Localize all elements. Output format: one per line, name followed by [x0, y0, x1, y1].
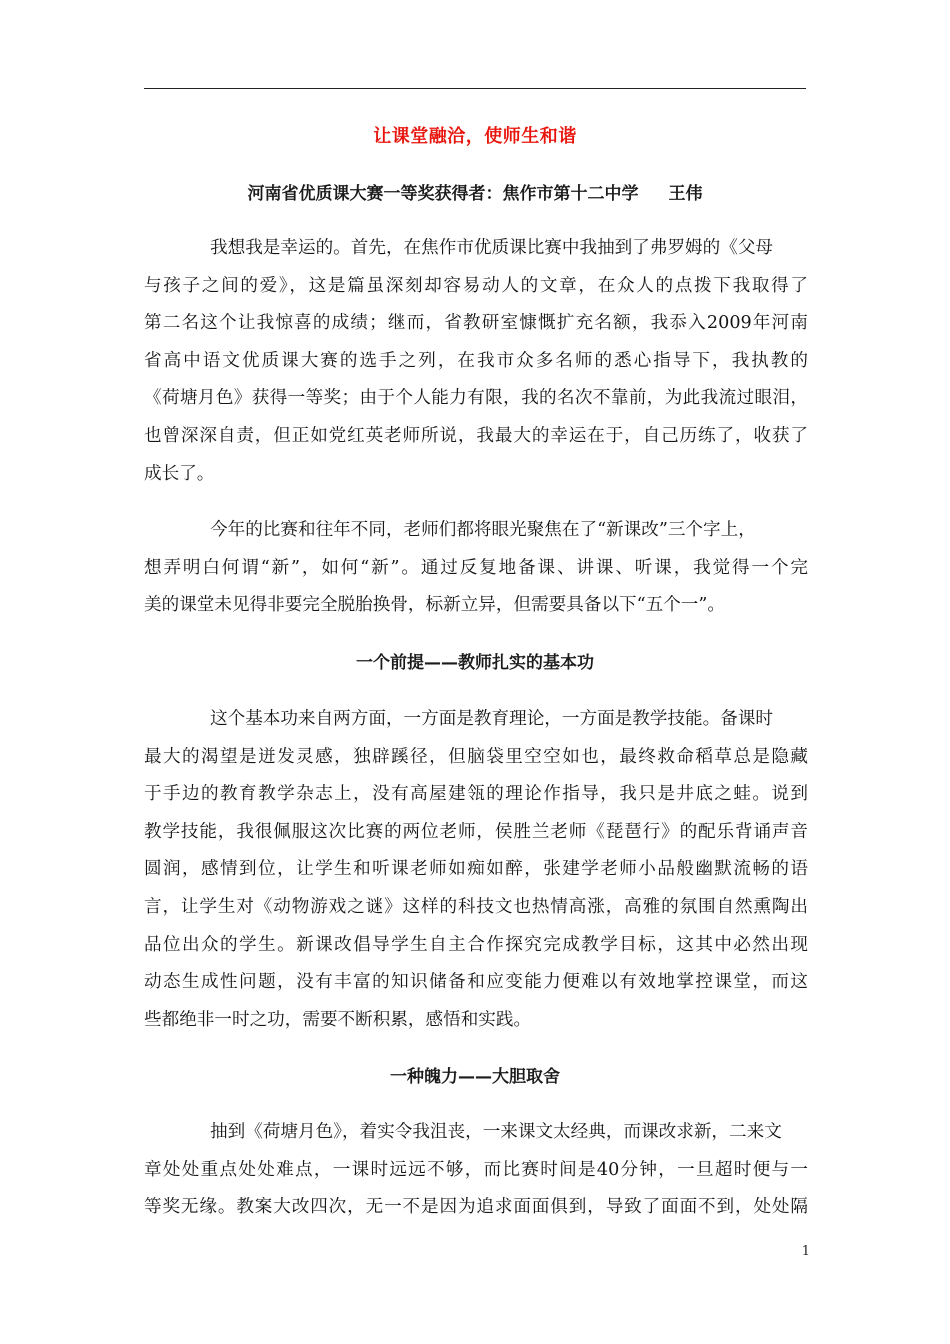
text-line: 抽到《荷塘月色》，着实令我沮丧，一来课文太经典，而课改求新，二来文 — [210, 1122, 782, 1142]
award-text: 河南省优质课大赛一等奖获得者：焦作市第十二中学 — [247, 184, 639, 204]
paragraph-1 — [144, 230, 808, 493]
text-line: 也曾深深自责，但正如党红英老师所说，我最大的幸运在于，自己历练了，收获了 — [144, 425, 808, 446]
text-line: 美的课堂未见得非要完全脱胎换骨，标新立异，但需要具备以下“五个一”。 — [144, 595, 725, 616]
text-line: 言，让学生对《动物游戏之谜》这样的科技文也热情高涨，高雅的氛围自然熏陶出 — [144, 896, 808, 917]
header-rule — [144, 88, 806, 89]
text-line: 于手边的教育教学杂志上，没有高屋建瓴的理论作指导，我只是井底之蛙。说到 — [144, 784, 808, 805]
text-line: 教学技能，我很佩服这次比赛的两位老师，侯胜兰老师《琵琶行》的配乐背诵声音 — [144, 821, 808, 842]
text-line: 等奖无缘。教案大改四次，无一不是因为追求面面俱到，导致了面面不到，处处隔 — [144, 1197, 808, 1218]
paragraph-2 — [144, 512, 808, 625]
text-line: 动态生成性问题，没有丰富的知识储备和应变能力便难以有效地掌控课堂，而这 — [144, 972, 808, 993]
text-line: 与孩子之间的爱》，这是篇虽深刻却容易动人的文章，在众人的点拨下我取得了 — [144, 275, 808, 296]
page-title: 让课堂融洽，使师生和谐 — [373, 126, 577, 147]
text-line: 最大的渴望是迸发灵感，独辟蹊径，但脑袋里空空如也，最终救命稻草总是隐藏 — [144, 746, 808, 767]
text-line: 第二名这个让我惊喜的成绩；继而，省教研室慷慨扩充名额，我忝入2009年河南 — [144, 313, 808, 334]
text-line: 想弄明白何谓“新”，如何“新”。通过反复地备课、讲课、听课，我觉得一个完 — [144, 557, 808, 578]
page-number: 1 — [801, 1244, 810, 1259]
text-line: 些都绝非一时之功，需要不断积累，感悟和实践。 — [144, 1009, 532, 1030]
text-line: 章处处重点处处难点，一课时远远不够，而比赛时间是40分钟，一旦超时便与一 — [144, 1159, 808, 1180]
text-line: 圆润，感情到位，让学生和听课老师如痴如醉，张建学老师小品般幽默流畅的语 — [144, 859, 808, 880]
section-heading-1: 一个前提——教师扎实的基本功 — [356, 653, 594, 673]
paragraph-4 — [144, 1114, 808, 1227]
text-line: 我想我是幸运的。首先，在焦作市优质课比赛中我抽到了弗罗姆的《父母 — [210, 238, 774, 258]
text-line: 品位出众的学生。新课改倡导学生自主合作探究完成教学目标，这其中必然出现 — [144, 934, 808, 955]
text-line: 这个基本功来自两方面，一方面是教育理论，一方面是教学技能。备课时 — [210, 709, 774, 729]
section-heading-2: 一种魄力——大胆取舍 — [390, 1067, 560, 1087]
text-line: 省高中语文优质课大赛的选手之列，在我市众多名师的悉心指导下，我执教的 — [144, 350, 808, 371]
author-line — [144, 181, 806, 207]
text-line: 成长了。 — [144, 463, 215, 484]
text-line: 《荷塘月色》获得一等奖；由于个人能力有限，我的名次不靠前，为此我流过眼泪， — [144, 388, 808, 409]
author-name: 王伟 — [668, 184, 703, 204]
text-line: 今年的比赛和往年不同，老师们都将眼光聚焦在了“新课改”三个字上， — [210, 520, 756, 540]
paragraph-3 — [144, 701, 808, 1039]
